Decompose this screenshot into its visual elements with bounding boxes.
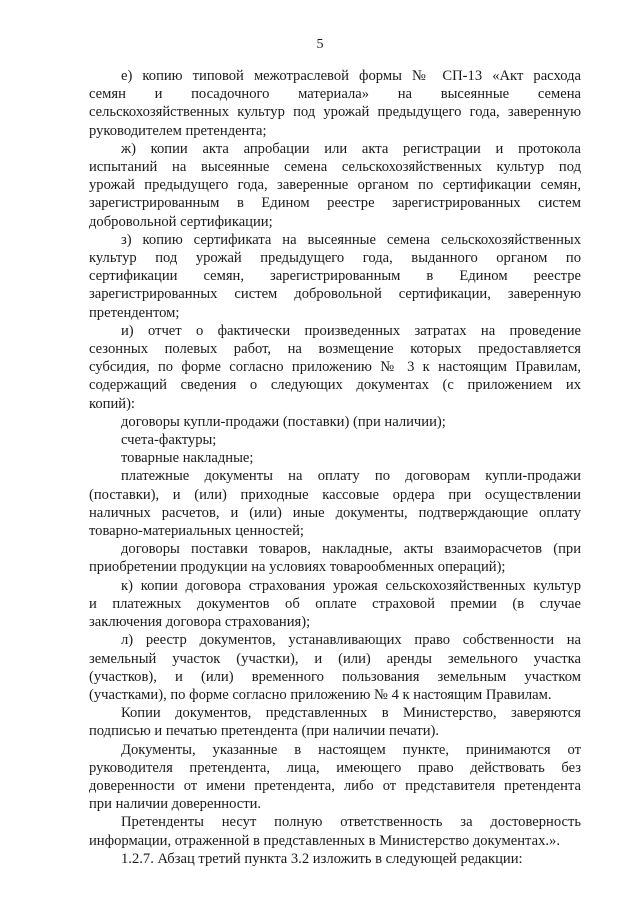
paragraph-line: информации, отраженной в представленных в Министерство документах.». — [89, 832, 560, 849]
paragraph-line: и платежных документов об оплате страховой премии (в случае — [89, 595, 581, 612]
paragraph-line: счета-фактуры; — [121, 432, 217, 449]
paragraph-resp — [89, 813, 581, 849]
paragraph-line: Претенденты несут полную ответственность за достоверность — [121, 814, 581, 831]
paragraph-line: наличных расчетов, и (или) иные документы, подтверждающие оплату — [89, 504, 581, 521]
paragraph-l — [89, 631, 581, 704]
paragraph-line: сезонных полевых работ, на возмещение которых предоставляется — [89, 341, 581, 358]
paragraph-line: (участков), и (или) временного пользования земельным участком — [89, 668, 581, 685]
paragraph-line: договоры купли-продажи (поставки) (при наличии); — [121, 413, 446, 430]
paragraph-line: ж) копии акта апробации или акта регистрации и протокола — [121, 140, 581, 157]
paragraph-line: 1.2.7. Абзац третий пункта 3.2 изложить в следующей редакции: — [121, 850, 523, 867]
paragraph-line: подписью и печатью претендента (при наличии печати). — [89, 723, 440, 740]
paragraph-line: е) копию типовой межотраслевой формы № СП-13 «Акт расхода — [121, 68, 581, 84]
paragraph-line: зарегистрированным в Едином реестре зарегистрированных систем — [89, 195, 581, 212]
paragraph-e — [89, 67, 581, 140]
paragraph-line: зарегистрированных систем добровольной сертификации, заверенную — [89, 286, 581, 303]
paragraph-line: и) отчет о фактически произведенных затратах на проведение — [121, 322, 581, 339]
paragraph-i5 — [89, 540, 581, 576]
paragraph-k — [89, 577, 581, 632]
page-number: 5 — [316, 37, 324, 52]
paragraph-line: (участками), по форме согласно приложению № 4 к настоящим Правилам. — [89, 686, 552, 703]
paragraph-line: при наличии доверенности. — [89, 796, 262, 813]
paragraph-i2 — [89, 431, 581, 449]
paragraph-line: з) копию сертификата на высеянные семена сельскохозяйственных — [121, 231, 581, 248]
paragraph-line: Копии документов, представленных в Министерство, заверяются — [121, 705, 581, 722]
paragraph-line: урожай предыдущего года, заверенные органом по сертификации семян, — [89, 177, 581, 194]
paragraph-i4 — [89, 467, 581, 540]
paragraph-line: платежные документы на оплату по договорам купли-продажи — [121, 468, 581, 485]
paragraph-line: приобретении продукции на условиях товарообменных операций); — [89, 559, 506, 576]
paragraph-i — [89, 322, 581, 413]
paragraph-line: содержащий сведения о следующих документах (с приложением их — [89, 377, 581, 394]
paragraph-p127 — [89, 850, 581, 868]
paragraph-copies — [89, 704, 581, 740]
paragraph-line: земельный участок (участки), и (или) аренды земельного участка — [89, 650, 581, 667]
paragraph-line: Документы, указанные в настоящем пункте, принимаются от — [121, 741, 581, 758]
paragraph-line: руководителя претендента, лица, имеющего право действовать без — [89, 759, 581, 776]
paragraph-line: товарно-материальных ценностей; — [89, 523, 304, 540]
paragraph-line: претендентом; — [89, 304, 180, 321]
paragraph-line: руководителем претендента; — [89, 122, 267, 139]
paragraph-line: сельскохозяйственных культур под урожай предыдущего года, заверенную — [89, 104, 581, 121]
paragraph-line: семян и посадочного материала» на высеянные семена — [89, 86, 581, 103]
paragraph-line: субсидия, по форме согласно приложению № 3 к настоящим Правилам, — [89, 359, 581, 376]
paragraph-line: л) реестр документов, устанавливающих право собственности на — [121, 632, 581, 649]
paragraph-line: доверенности от имени претендента, либо от представителя претендента — [89, 777, 581, 794]
paragraph-i1 — [89, 413, 581, 431]
paragraph-line: заключения договора страхования); — [89, 614, 311, 631]
paragraph-i3 — [89, 449, 581, 467]
paragraph-line: добровольной сертификации; — [89, 213, 273, 230]
paragraph-zh — [89, 140, 581, 231]
paragraph-line: копий): — [89, 395, 135, 412]
body-text — [89, 67, 581, 868]
paragraph-line: (поставки), и (или) приходные кассовые ордера при осуществлении — [89, 486, 581, 503]
paragraph-line: испытаний на высеянные семена сельскохозяйственных культур под — [89, 159, 581, 176]
paragraph-line: товарные накладные; — [121, 450, 254, 467]
paragraph-z — [89, 231, 581, 322]
paragraph-line: сертификации семян, зарегистрированным в Едином реестре — [89, 268, 581, 285]
paragraph-docs — [89, 741, 581, 814]
paragraph-line: договоры поставки товаров, накладные, акты взаиморасчетов (при — [121, 541, 581, 558]
paragraph-line: культур под урожай предыдущего года, выданного органом по — [89, 250, 581, 267]
paragraph-line: к) копии договора страхования урожая сельскохозяйственных культур — [121, 577, 581, 594]
